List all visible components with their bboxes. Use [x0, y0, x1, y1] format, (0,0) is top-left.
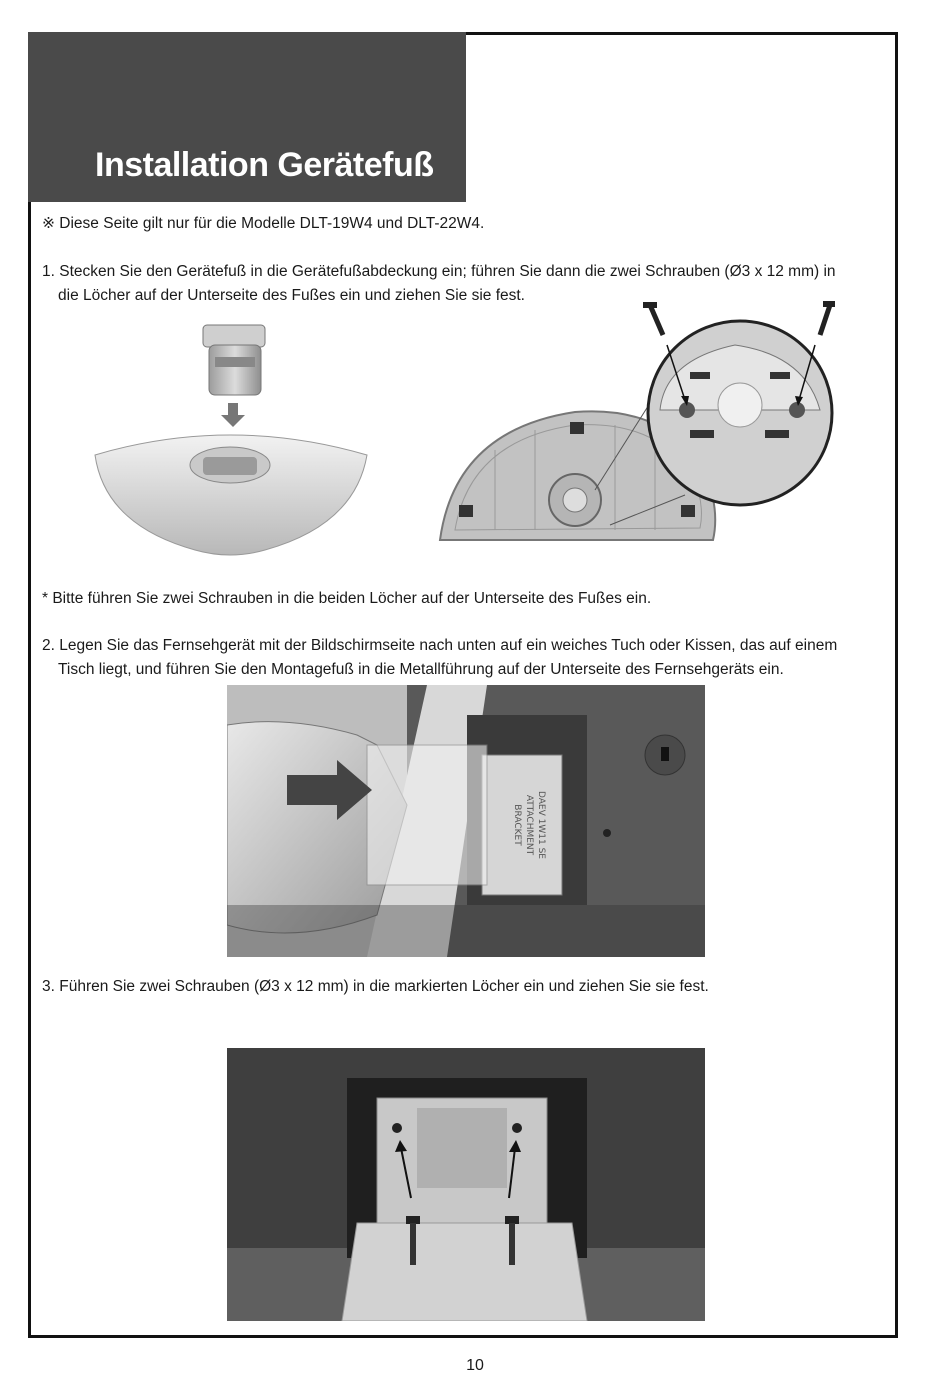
- step-2-line-2: Tisch liegt, und führen Sie den Montagefuß in die Metallführung auf der Unterseite des Fernsehgeräts ein.: [58, 661, 784, 678]
- step-3-text: [42, 975, 892, 999]
- page-title: Installation Gerätefuß: [95, 146, 434, 184]
- down-arrow-icon: [221, 403, 245, 427]
- zoom-detail-circle: [648, 321, 832, 505]
- screw-icon: [820, 301, 835, 335]
- stand-base-part: [95, 435, 367, 555]
- bracket-insertion-photo: [227, 685, 705, 957]
- metal-bracket: [482, 755, 562, 895]
- page-number: 10: [466, 1357, 484, 1374]
- screw-icon: [643, 302, 663, 335]
- step-1-line-2: die Löcher auf der Unterseite des Fußes ein und ziehen Sie sie fest.: [58, 287, 525, 304]
- step-2-text: [42, 634, 892, 682]
- stand-neck-part: [203, 325, 265, 395]
- screw-footnote: * Bitte führen Sie zwei Schrauben in die beiden Löcher auf der Unterseite des Fußes ein.: [42, 590, 652, 607]
- step-1-line-1: 1. Stecken Sie den Gerätefuß in die Gerätefußabdeckung ein; führen Sie dann die zwei Schrauben (Ø3 x 12 mm) in: [42, 263, 836, 280]
- model-note: ※ Diese Seite gilt nur für die Modelle DLT-19W4 und DLT-22W4.: [42, 215, 485, 232]
- base-underside-figure: [435, 300, 835, 560]
- svg-text:DAEV 1W11 SEATTACHMENTBRACKET: DAEV 1W11 SEATTACHMENTBRACKET: [512, 791, 546, 859]
- screw-holes-photo: [227, 1048, 705, 1321]
- step-2-line-1: 2. Legen Sie das Fernsehgerät mit der Bildschirmseite nach unten auf ein weiches Tuch oder Kissen, das auf einem: [42, 637, 838, 654]
- stand-assembly-figure: [85, 315, 375, 570]
- step-3-line-1: 3. Führen Sie zwei Schrauben (Ø3 x 12 mm) in die markierten Löcher ein und ziehen Sie sie fest.: [42, 978, 709, 995]
